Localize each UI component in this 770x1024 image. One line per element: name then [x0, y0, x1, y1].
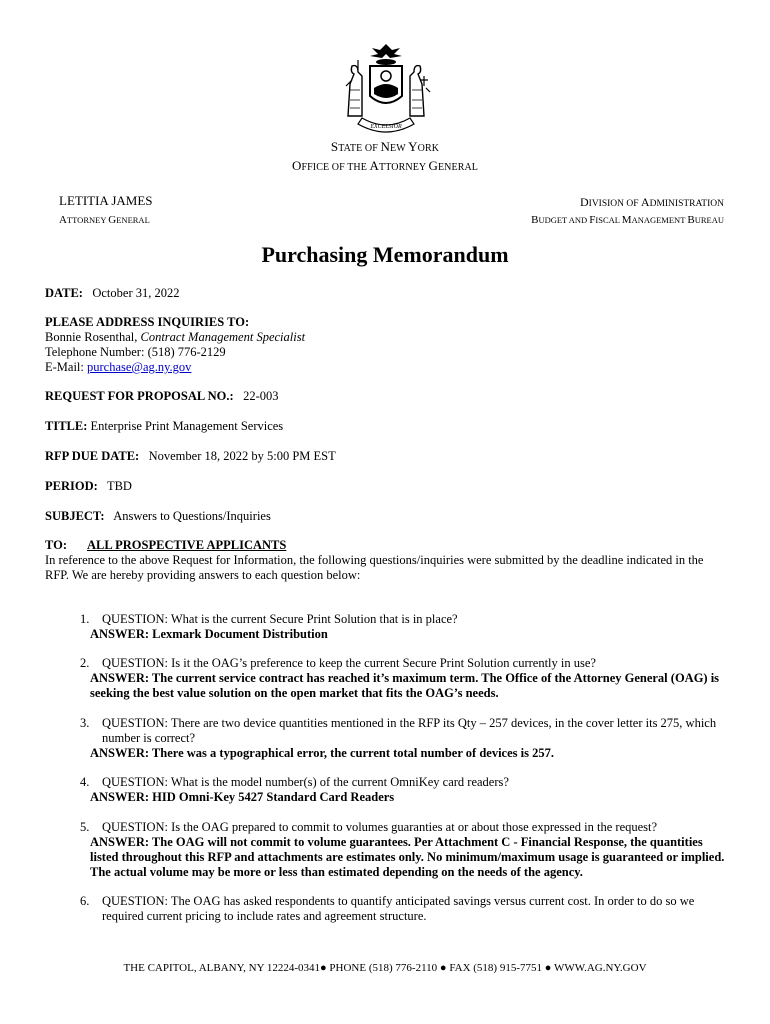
- office-name: OFFICE OF THE ATTORNEY GENERAL: [291, 158, 479, 173]
- footer-address: THE CAPITOL, ALBANY, NY 12224-0341● PHONE (518) 776-2110 ● FAX (518) 915-7751 ● WWW.AG.NY.GOV: [123, 962, 647, 974]
- state-name: STATE OF NEW YORK: [330, 139, 440, 154]
- inquiries-label: PLEASE ADDRESS INQUIRIES TO:: [45, 315, 250, 329]
- attorney-general-name: LETITIA JAMES: [59, 193, 153, 208]
- attorney-general-title: ATTORNEY GENERAL: [59, 214, 150, 226]
- memo-title: Purchasing Memorandum: [261, 242, 509, 267]
- intro-paragraph: In reference to the above Request for Information, the following questions/inquiries were submitted by the deadline indicated in the RFP. We are hereby providing answers to each question below:: [45, 553, 704, 582]
- period-line: PERIOD: TBD: [45, 479, 132, 493]
- question-item-4: 4. QUESTION: What is the model number(s) of the current OmniKey card readers? ANSWER: HID Omni-Key 5427 Standard Card Readers: [80, 775, 509, 804]
- division-name: DIVISION OF ADMINISTRATION: [579, 195, 724, 209]
- nys-seal-logo: [332, 40, 440, 138]
- contact-phone: Telephone Number: (518) 776-2129: [45, 345, 226, 359]
- to-line: TO: ALL PROSPECTIVE APPLICANTS: [45, 538, 287, 552]
- inquiries-block: PLEASE ADDRESS INQUIRIES TO: Bonnie Rosenthal, Contract Management Specialist Telephone Number: (518) 776-2129 E-Mail: purchase@ag.ny.gov: [45, 315, 306, 374]
- question-item-1: 1. QUESTION: What is the current Secure Print Solution that is in place? ANSWER: Lexmark Document Distribution: [80, 612, 458, 641]
- question-item-6: 6. QUESTION: The OAG has asked respondents to quantify anticipated savings versus current cost. In order to do so we required current pricing to include rates and agreement structure.: [80, 894, 695, 923]
- question-item-2: 2. QUESTION: Is it the OAG’s preference to keep the current Secure Print Solution currently in use? ANSWER: The current service contract has reached it’s maximum term. The Office of the Attorney General (OAG) is seeking the best value solution on the open market that fits the OAG’s needs.: [80, 656, 720, 700]
- question-item-5: 5. QUESTION: Is the OAG prepared to commit to volumes guaranties at or about those expressed in the request? ANSWER: The OAG will not commit to volume guarantees. Per Attachment C - Financial Response, the quantities listed throughout this RFP and attachments are estimates only. No minimum/maximum usage is guaranteed or implied. The actual volume may be more or less than estimated depending on the needs of the agency.: [80, 820, 725, 879]
- seal-motto: EXCELSIOR: [370, 124, 402, 130]
- due-date-line: RFP DUE DATE: November 18, 2022 by 5:00 PM EST: [45, 449, 336, 463]
- subject-line: SUBJECT: Answers to Questions/Inquiries: [45, 509, 271, 523]
- bureau-name: BUDGET AND FISCAL MANAGEMENT BUREAU: [531, 214, 724, 226]
- rfp-number-line: REQUEST FOR PROPOSAL NO.: 22-003: [45, 389, 279, 403]
- title-line: TITLE: Enterprise Print Management Services: [45, 419, 284, 433]
- question-item-3: 3. QUESTION: There are two device quantities mentioned in the RFP its Qty – 257 devices, in the cover letter its 275, which number is correct? ANSWER: There was a typographical error, the current total number of devices is 257.: [80, 716, 717, 760]
- email-link[interactable]: purchase@ag.ny.gov: [87, 360, 192, 374]
- date-line: DATE: October 31, 2022: [45, 286, 180, 300]
